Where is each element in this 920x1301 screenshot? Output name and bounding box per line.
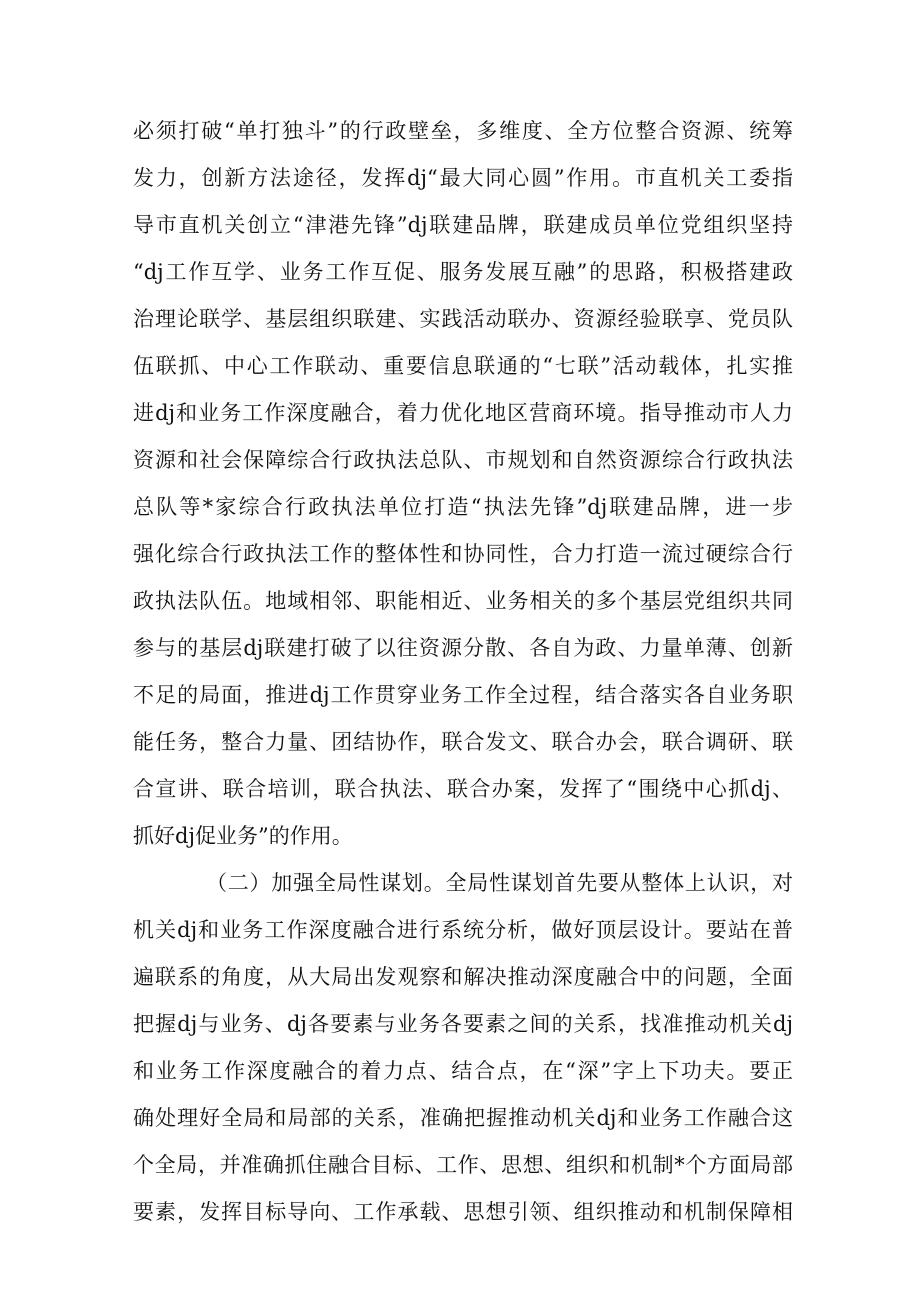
text-line: 机关dj和业务工作深度融合进行系统分析，做好顶层设计。要站在普 (133, 918, 793, 942)
text-line: 把握dj与业务、dj各要素与业务各要素之间的关系，找准推动机关dj (133, 1012, 793, 1036)
text-line: 要素，发挥目标导向、工作承载、思想引领、组织推动和机制保障相 (133, 1200, 793, 1224)
document-body (133, 108, 793, 1236)
text-line: 能任务，整合力量、团结协作，联合发文、联合办会，联合调研、联 (133, 730, 793, 754)
text-line: 参与的基层dj联建打破了以往资源分散、各自为政、力量单薄、创新 (133, 636, 793, 660)
paragraph-1 (133, 108, 793, 860)
text-line: 个全局，并准确抓住融合目标、工作、思想、组织和机制*个方面局部 (133, 1153, 793, 1177)
text-line: 抓好dj促业务”的作用。 (133, 824, 353, 848)
text-line: 政执法队伍。地域相邻、职能相近、业务相关的多个基层党组织共同 (133, 589, 793, 613)
text-line: 确处理好全局和局部的关系，准确把握推动机关dj和业务工作融合这 (133, 1106, 793, 1130)
text-line: 伍联抓、中心工作联动、重要信息联通的“七联”活动载体，扎实推 (133, 354, 793, 378)
paragraph-2 (133, 860, 793, 1236)
text-line: 遍联系的角度，从大局出发观察和解决推动深度融合中的问题，全面 (133, 965, 793, 989)
text-line: 治理论联学、基层组织联建、实践活动联办、资源经验联享、党员队 (133, 307, 793, 331)
text-line: 强化综合行政执法工作的整体性和协同性，合力打造一流过硬综合行 (133, 542, 793, 566)
text-line: 资源和社会保障综合行政执法总队、市规划和自然资源综合行政执法 (133, 448, 793, 472)
text-line: 必须打破“单打独斗”的行政壁垒，多维度、全方位整合资源、统筹 (133, 119, 793, 143)
text-line: （二）加强全局性谋划。全局性谋划首先要从整体上认识，对 (206, 871, 793, 895)
text-line: 进dj和业务工作深度融合，着力优化地区营商环境。指导推动市人力 (133, 401, 793, 425)
text-line: 导市直机关创立“津港先锋”dj联建品牌，联建成员单位党组织坚持 (133, 213, 793, 237)
text-line: 和业务工作深度融合的着力点、结合点，在“深”字上下功夫。要正 (133, 1059, 793, 1083)
text-line: “dj工作互学、业务工作互促、服务发展互融”的思路，积极搭建政 (133, 260, 793, 284)
text-line: 总队等*家综合行政执法单位打造“执法先锋”dj联建品牌，进一步 (133, 495, 793, 519)
text-line: 不足的局面，推进dj工作贯穿业务工作全过程，结合落实各自业务职 (133, 683, 793, 707)
text-line: 发力，创新方法途径，发挥dj“最大同心圆”作用。市直机关工委指 (133, 166, 793, 190)
text-line: 合宣讲、联合培训，联合执法、联合办案，发挥了“围绕中心抓dj、 (133, 777, 793, 801)
